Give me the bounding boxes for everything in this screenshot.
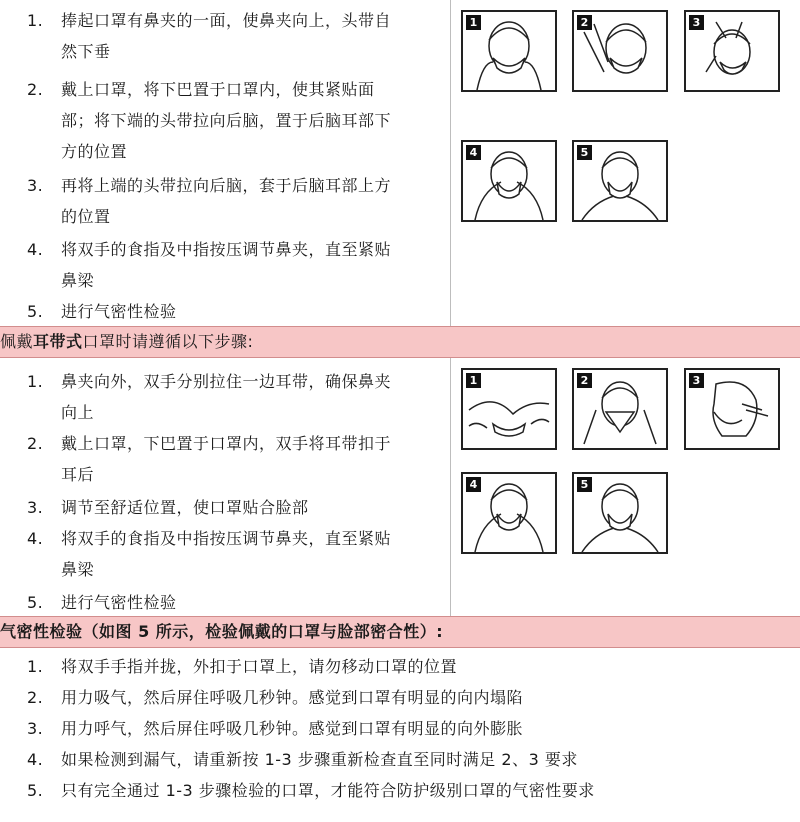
figure-number-badge: 4: [466, 145, 481, 160]
earloop-figure-5: [572, 472, 668, 554]
step-text: 用力吸气，然后屏住呼吸几秒钟。感觉到口罩有明显的向内塌陷: [61, 688, 524, 707]
step-number: 2.: [27, 80, 44, 99]
earloop-section-header: [0, 326, 800, 358]
step-line: 将双手的食指及中指按压调节鼻夹，直至紧贴: [61, 240, 392, 259]
step-line: 再将上端的头带拉向后脑，套于后脑耳部上方: [61, 176, 392, 195]
step-line: 然下垂: [61, 42, 111, 61]
headband-figure-5: [572, 140, 668, 222]
step-line: 的位置: [61, 207, 111, 226]
earloop-figure-1: [461, 368, 557, 450]
header-suffix: 口罩时请遵循以下步骤:: [82, 332, 254, 351]
step-line: 鼻梁: [61, 560, 95, 579]
step-line: 将双手的食指及中指按压调节鼻夹，直至紧贴: [61, 529, 392, 548]
headband-figure-1: [461, 10, 557, 92]
step-number: 1.: [27, 372, 44, 391]
figure-number-badge: 2: [577, 15, 592, 30]
column-divider: [450, 0, 451, 326]
step-number: 2.: [27, 688, 44, 707]
step-line: 戴上口罩，将下巴置于口罩内，使其紧贴面: [61, 80, 375, 99]
figure-number-badge: 1: [466, 15, 481, 30]
figure-number-badge: 5: [577, 477, 592, 492]
step-text: 用力呼气，然后屏住呼吸几秒钟。感觉到口罩有明显的向外膨胀: [61, 719, 524, 738]
figure-number-badge: 2: [577, 373, 592, 388]
step-line: 部；将下端的头带拉向后脑，置于后脑耳部下: [61, 111, 392, 130]
step-number: 5.: [27, 781, 44, 800]
step-line: 进行气密性检验: [61, 593, 177, 612]
step-number: 5.: [27, 302, 44, 321]
step-number: 1.: [27, 657, 44, 676]
step-number: 1.: [27, 11, 44, 30]
header-prefix: 佩戴: [0, 332, 34, 351]
step-line: 捧起口罩有鼻夹的一面，使鼻夹向上，头带自: [61, 11, 392, 30]
step-line: 鼻梁: [61, 271, 95, 290]
headband-figure-4: [461, 140, 557, 222]
earloop-figure-3: [684, 368, 780, 450]
step-number: 5.: [27, 593, 44, 612]
step-line: 进行气密性检验: [61, 302, 177, 321]
step-number: 3.: [27, 176, 44, 195]
step-line: 戴上口罩，下巴置于口罩内，双手将耳带扣于: [61, 434, 392, 453]
step-line: 方的位置: [61, 142, 128, 161]
step-text: 只有完全通过 1-3 步骤检验的口罩，才能符合防护级别口罩的气密性要求: [61, 781, 595, 800]
step-line: 向上: [61, 403, 95, 422]
step-number: 4.: [27, 240, 44, 259]
header-bold: 耳带式: [33, 332, 83, 351]
headband-figure-2: [572, 10, 668, 92]
headband-figure-3: [684, 10, 780, 92]
step-text: 如果检测到漏气，请重新按 1-3 步骤重新检查直至同时满足 2、3 要求: [61, 750, 578, 769]
figure-number-badge: 3: [689, 15, 704, 30]
seal-check-section-header: 气密性检验（如图 5 所示，检验佩戴的口罩与脸部密合性）:: [0, 616, 800, 648]
step-line: 鼻夹向外，双手分别拉住一边耳带，确保鼻夹: [61, 372, 392, 391]
figure-number-badge: 3: [689, 373, 704, 388]
step-text: 将双手手指并拢，外扣于口罩上，请勿移动口罩的位置: [61, 657, 458, 676]
step-number: 3.: [27, 498, 44, 517]
figure-number-badge: 5: [577, 145, 592, 160]
earloop-figure-4: [461, 472, 557, 554]
figure-number-badge: 1: [466, 373, 481, 388]
step-number: 4.: [27, 750, 44, 769]
step-line: 调节至舒适位置，使口罩贴合脸部: [61, 498, 309, 517]
step-number: 2.: [27, 434, 44, 453]
figure-number-badge: 4: [466, 477, 481, 492]
column-divider: [450, 358, 451, 616]
step-number: 4.: [27, 529, 44, 548]
step-line: 耳后: [61, 465, 95, 484]
earloop-figure-2: [572, 368, 668, 450]
step-number: 3.: [27, 719, 44, 738]
